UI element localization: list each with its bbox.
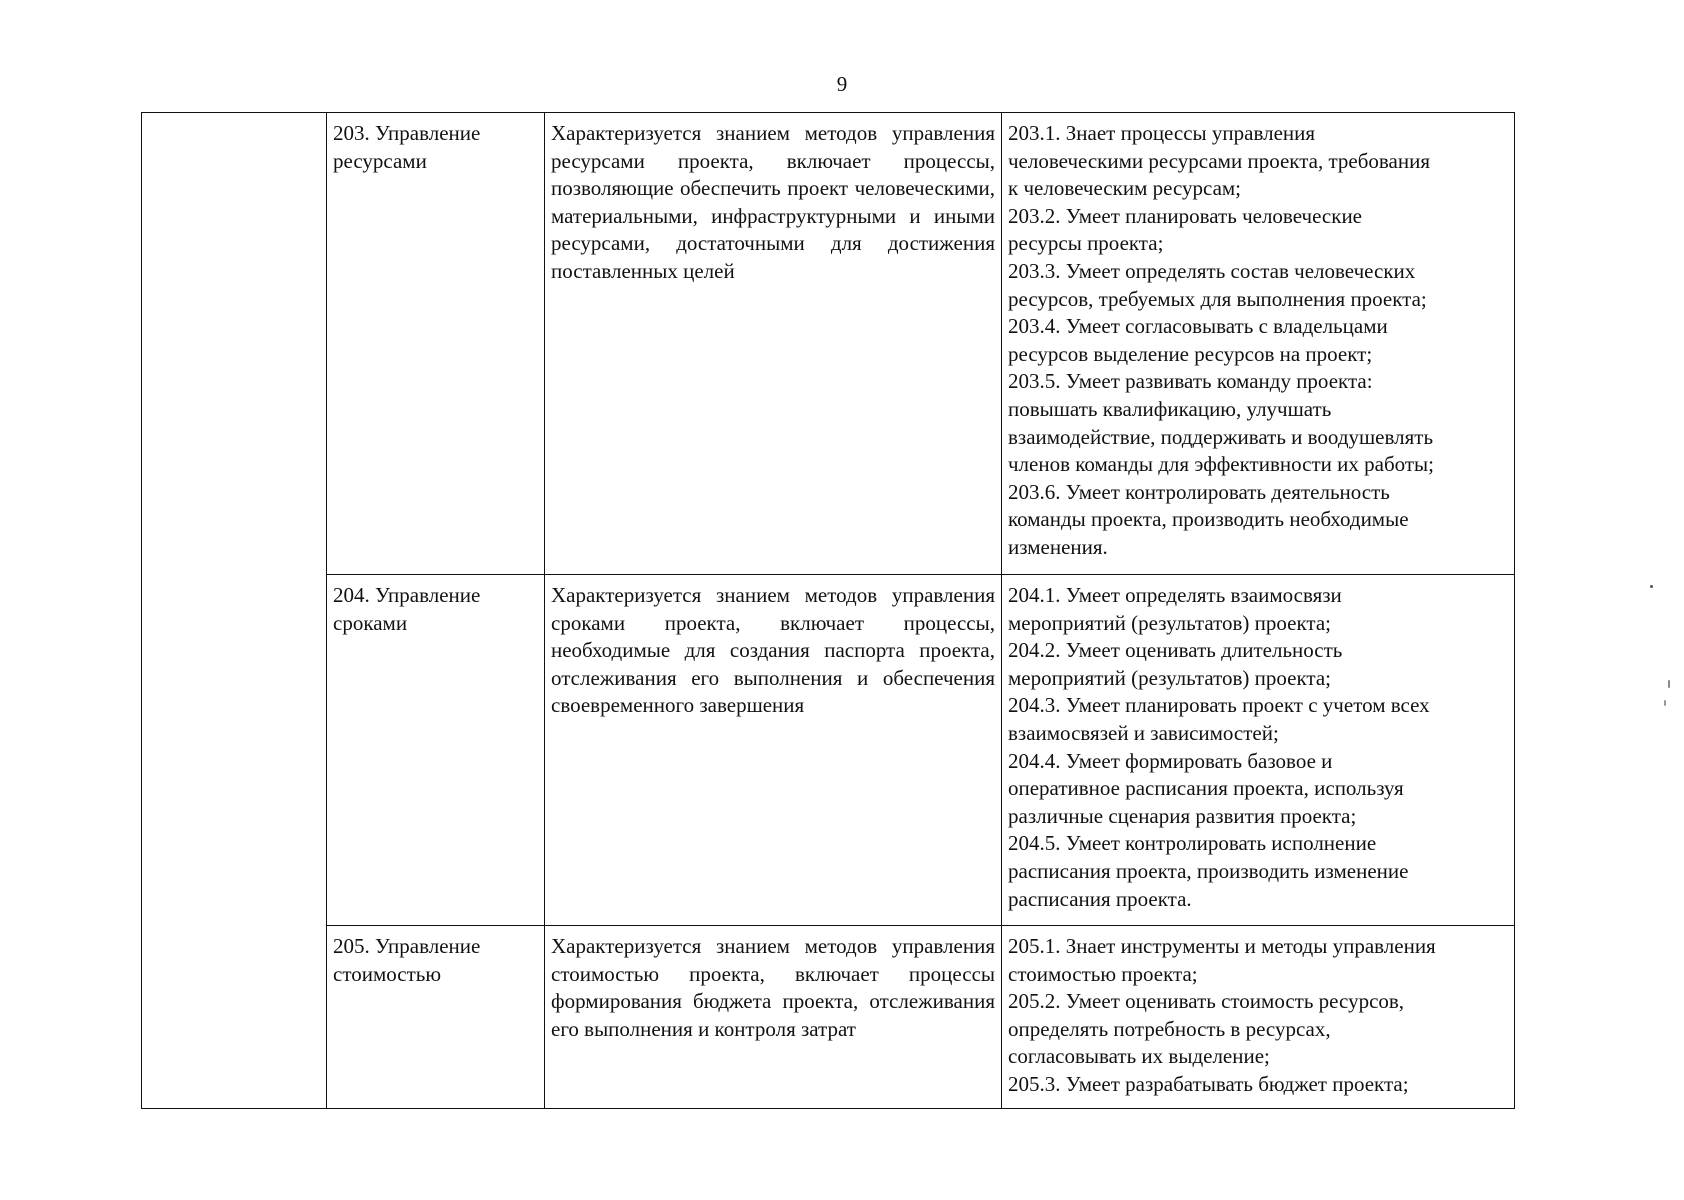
skill-line: 204.2. Умеет оценивать длительность: [1008, 638, 1343, 663]
table-row: [142, 575, 1515, 926]
skill-line: членов команды для эффективности их работы;: [1008, 452, 1434, 477]
skill-line: ресурсов, требуемых для выполнения проекта;: [1008, 286, 1427, 311]
skill-line: различные сценария развития проекта;: [1008, 803, 1357, 828]
competency-skills-cell: [1002, 575, 1515, 926]
skill-line: оперативное расписания проекта, используя: [1008, 776, 1404, 801]
skills-list: [1008, 933, 1508, 1099]
skill-line: 203.6. Умеет контролировать деятельность: [1008, 479, 1390, 504]
skill-line: определять потребность в ресурсах,: [1008, 1016, 1331, 1041]
skill-line: ресурсов выделение ресурсов на проект;: [1008, 341, 1373, 366]
skill-line: к человеческим ресурсам;: [1008, 176, 1242, 201]
skill-line: 203.1. Знает процессы управления: [1008, 121, 1316, 145]
skill-line: стоимостью проекта;: [1008, 961, 1198, 986]
skill-line: 205.2. Умеет оценивать стоимость ресурсов,: [1008, 989, 1405, 1014]
table-row: [142, 113, 1515, 575]
competency-description: Характеризуется знанием методов управления ресурсами проекта, включает процессы, позволяющие обеспечить проект человеческими, материальными, инфраструктурными и иными ресурсами, достаточными для достижения поставленных целей: [551, 121, 995, 283]
skill-line: изменения.: [1008, 534, 1108, 559]
skill-line: согласовывать их выделение;: [1008, 1044, 1270, 1069]
skill-line: 203.3. Умеет определять состав человеческих: [1008, 258, 1416, 283]
scan-speck: [1668, 680, 1670, 688]
competency-name-cell: [327, 575, 545, 926]
skill-line: взаимодействие, поддерживать и воодушевлять: [1008, 424, 1434, 449]
skill-line: 204.5. Умеет контролировать исполнение: [1008, 831, 1377, 856]
competency-name-cell: [327, 113, 545, 575]
skill-line: повышать квалификацию, улучшать: [1008, 396, 1332, 421]
competency-name-line: 205. Управление: [333, 934, 481, 958]
empty-cell: [142, 113, 327, 1109]
skill-line: мероприятий (результатов) проекта;: [1008, 610, 1332, 635]
skill-line: мероприятий (результатов) проекта;: [1008, 665, 1332, 690]
skill-line: 205.3. Умеет разрабатывать бюджет проекта;: [1008, 1071, 1409, 1096]
competency-skills-cell: [1002, 113, 1515, 575]
competency-description: Характеризуется знанием методов управления сроками проекта, включает процессы, необходимые для создания паспорта проекта, отслеживания его выполнения и обеспечения своевременного завершения: [551, 583, 995, 718]
competency-table: [141, 112, 1515, 1109]
competency-name-line: 203. Управление: [333, 121, 481, 145]
skill-line: 204.3. Умеет планировать проект с учетом всех: [1008, 693, 1430, 718]
skill-line: 203.2. Умеет планировать человеческие: [1008, 203, 1363, 228]
skill-line: 203.4. Умеет согласовывать с владельцами: [1008, 314, 1388, 339]
skill-line: расписания проекта.: [1008, 886, 1192, 911]
competency-name-cell: [327, 926, 545, 1109]
competency-description-cell: [545, 575, 1002, 926]
skill-line: 204.4. Умеет формировать базовое и: [1008, 748, 1333, 773]
competency-name-line: сроками: [333, 610, 408, 635]
skills-list: [1008, 120, 1508, 562]
competency-description: Характеризуется знанием методов управления стоимостью проекта, включает процессы формирования бюджета проекта, отслеживания его выполнения и контроля затрат: [551, 934, 995, 1041]
skill-line: команды проекта, производить необходимые: [1008, 507, 1409, 532]
competency-description-cell: [545, 926, 1002, 1109]
scan-speck: [1650, 585, 1653, 588]
competency-description-cell: [545, 113, 1002, 575]
competency-name-line: ресурсами: [333, 148, 427, 173]
scan-speck: [1664, 700, 1666, 706]
skill-line: взаимосвязей и зависимостей;: [1008, 720, 1279, 745]
skill-line: человеческими ресурсами проекта, требования: [1008, 148, 1430, 173]
skills-list: [1008, 582, 1508, 913]
page-number: 9: [836, 72, 848, 96]
competency-name-line: 204. Управление: [333, 583, 481, 607]
competency-name-line: стоимостью: [333, 961, 442, 986]
skill-line: расписания проекта, производить изменение: [1008, 858, 1409, 883]
skill-line: 204.1. Умеет определять взаимосвязи: [1008, 583, 1342, 607]
table-row: [142, 926, 1515, 1109]
skill-line: 203.5. Умеет развивать команду проекта:: [1008, 369, 1373, 394]
competency-skills-cell: [1002, 926, 1515, 1109]
skill-line: 205.1. Знает инструменты и методы управления: [1008, 934, 1436, 958]
skill-line: ресурсы проекта;: [1008, 231, 1164, 256]
